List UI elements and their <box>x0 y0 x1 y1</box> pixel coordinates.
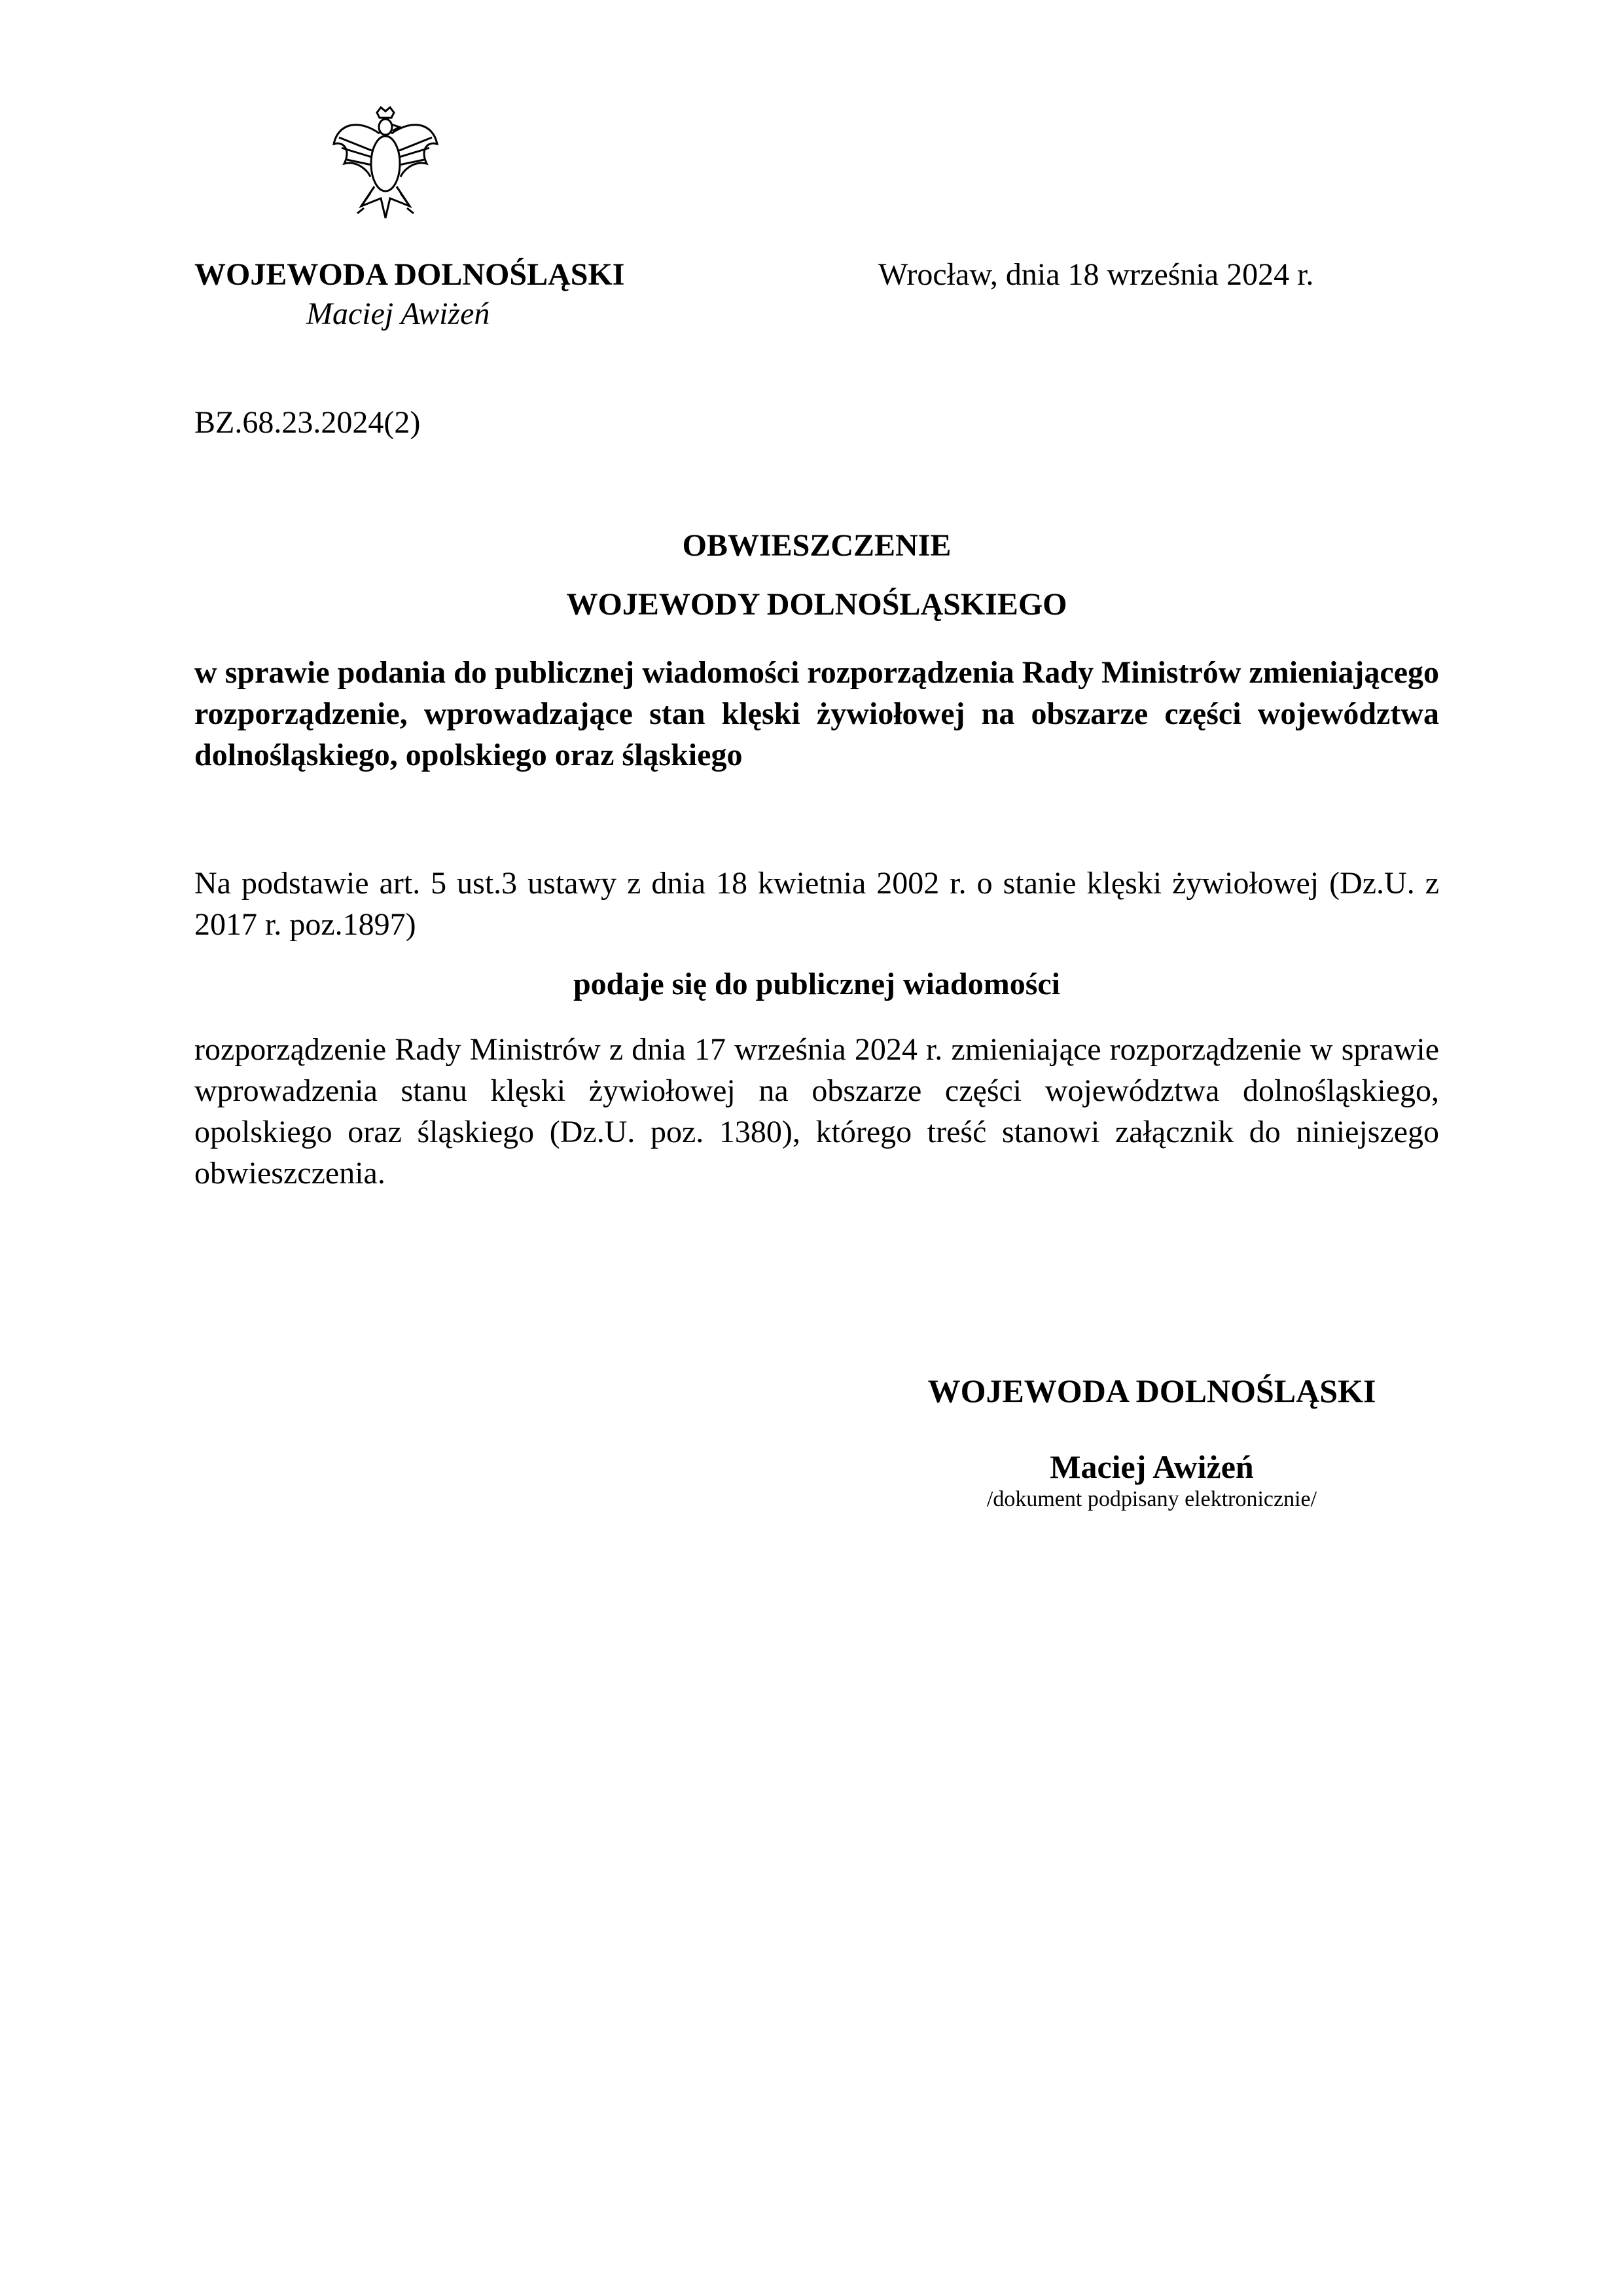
polish-eagle-emblem-icon <box>331 105 440 229</box>
issuer-authority: WOJEWODA DOLNOŚLĄSKI <box>194 257 625 292</box>
reference-number: BZ.68.23.2024(2) <box>194 405 421 440</box>
document-subject: w sprawie podania do publicznej wiadomości rozporządzenia Rady Ministrów zmieniającego rozporządzenie, wprowadzające stan klęski żywiołowej na obszarze części województwa dolnośląskiego, opolskiego oraz śląskiego <box>194 655 1439 772</box>
announcement: podaje się do publicznej wiadomości <box>573 967 1061 1001</box>
legal-basis: Na podstawie art. 5 ust.3 ustawy z dnia 18 kwietnia 2002 r. o stanie klęski żywiołowej (Dz.U. z 2017 r. poz.1897) <box>194 866 1439 942</box>
signature-authority: WOJEWODA DOLNOŚLĄSKI <box>927 1372 1376 1409</box>
signature-note: /dokument podpisany elektronicznie/ <box>986 1487 1317 1511</box>
announcement-content: rozporządzenie Rady Ministrów z dnia 17 września 2024 r. zmieniające rozporządzenie w sprawie wprowadzenia stanu klęski żywiołowej na obszarze części województwa dolnośląskiego, opolskiego oraz śląskiego (Dz.U. poz. 1380), którego treść stanowi załącznik do niniejszego obwieszczenia. <box>194 1032 1439 1191</box>
document-title: OBWIESZCZENIE <box>682 528 952 563</box>
issuer-name: Maciej Awiżeń <box>306 296 490 331</box>
document-issuer-title: WOJEWODY DOLNOŚLĄSKIEGO <box>566 587 1067 622</box>
place-date: Wrocław, dnia 18 września 2024 r. <box>878 257 1314 292</box>
signature-name: Maciej Awiżeń <box>1050 1448 1254 1485</box>
